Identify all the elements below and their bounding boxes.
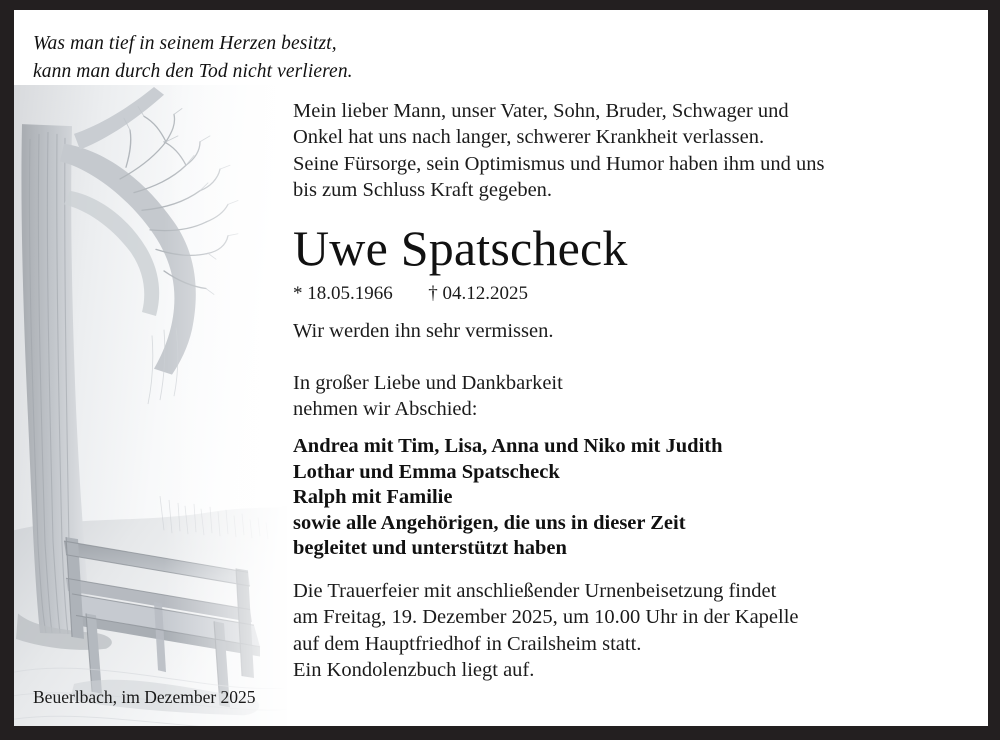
intro-line: bis zum Schluss Kraft gegeben. bbox=[293, 179, 553, 202]
service-line: am Freitag, 19. Dezember 2025, um 10.00 Uhr in der Kapelle bbox=[293, 606, 799, 629]
family-line: sowie alle Angehörigen, die uns in dieser Zeit bbox=[293, 511, 686, 534]
farewell-line: nehmen wir Abschied: bbox=[293, 398, 478, 421]
life-dates bbox=[293, 282, 528, 306]
tree-and-bench-illustration bbox=[14, 85, 287, 726]
missing-statement bbox=[293, 318, 553, 344]
service-line: Ein Kondolenzbuch liegt auf. bbox=[293, 659, 535, 682]
bereaved-family-list bbox=[293, 434, 723, 562]
edge-haze bbox=[164, 85, 287, 726]
missing-line: Wir werden ihn sehr vermissen. bbox=[293, 320, 554, 342]
family-line: Lothar und Emma Spatscheck bbox=[293, 460, 560, 483]
illustration-caption: Beuerlbach, im Dezember 2025 bbox=[33, 687, 256, 707]
intro-line: Seine Fürsorge, sein Optimismus und Humor haben ihm und uns bbox=[293, 152, 825, 175]
deceased-name: Uwe Spatscheck bbox=[293, 220, 628, 276]
illustration-artwork bbox=[14, 85, 287, 726]
death-date: 04.12.2025 bbox=[442, 283, 528, 304]
family-line: begleitet und unterstützt haben bbox=[293, 537, 567, 560]
farewell-statement bbox=[293, 370, 563, 423]
service-line: Die Trauerfeier mit anschließender Urnenbeisetzung findet bbox=[293, 580, 777, 602]
death-symbol: † bbox=[428, 283, 438, 304]
epigraph-line: kann man durch den Tod nicht verlieren. bbox=[33, 61, 353, 82]
intro-paragraph bbox=[293, 98, 824, 204]
funeral-service-details bbox=[293, 578, 799, 684]
family-line: Ralph mit Familie bbox=[293, 486, 453, 509]
intro-line: Mein lieber Mann, unser Vater, Sohn, Bruder, Schwager und bbox=[293, 100, 789, 122]
birth-date: 18.05.1966 bbox=[307, 283, 393, 304]
notice-body bbox=[14, 10, 988, 726]
farewell-line: In großer Liebe und Dankbarkeit bbox=[293, 372, 563, 394]
epigraph bbox=[33, 30, 453, 86]
birth-symbol: * bbox=[293, 283, 303, 304]
intro-line: Onkel hat uns nach langer, schwerer Krankheit verlassen. bbox=[293, 126, 765, 149]
service-line: auf dem Hauptfriedhof in Crailsheim statt. bbox=[293, 632, 642, 655]
family-line: Andrea mit Tim, Lisa, Anna und Niko mit Judith bbox=[293, 435, 723, 457]
epigraph-line: Was man tief in seinem Herzen besitzt, bbox=[33, 33, 337, 54]
text-column bbox=[293, 10, 988, 726]
